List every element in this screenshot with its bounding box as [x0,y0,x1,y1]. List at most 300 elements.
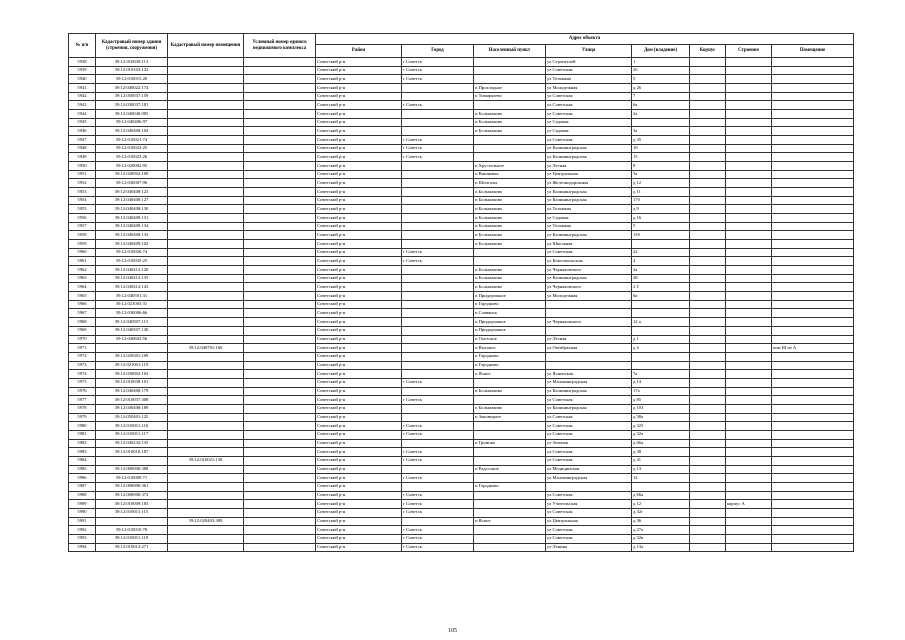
cell-settlement [474,396,546,405]
cell-room [772,448,854,457]
cell-house [632,352,690,361]
cell-conditional-number [244,75,316,84]
cell-building [690,144,726,153]
cell-street: ул Калининградская [546,231,632,240]
cell-district: Советский р-н [316,370,402,379]
cell-conditional-number [244,370,316,379]
cell-room [772,110,854,119]
cell-cadastral-building: 39:12:040602:56 [96,335,168,344]
cell-cadastral-room [168,170,244,179]
table-row [69,387,854,396]
cell-building [690,75,726,84]
cell-conditional-number [244,153,316,162]
cell-settlement [474,430,546,439]
cell-district: Советский р-н [316,214,402,223]
cell-cadastral-room [168,266,244,275]
cell-district: Советский р-н [316,352,402,361]
cell-house: 7а [632,370,690,379]
cell-cadastral-building: 39:12:030007:96 [96,179,168,188]
cell-cadastral-building: 39:12:010011:115 [96,508,168,517]
cell-house: 2 Г [632,283,690,292]
cell-cadastral-room [168,92,244,101]
cell-city [402,214,474,223]
cell-street: ул Лесная [546,335,632,344]
cell-num: 5938 [69,58,96,67]
cell-district: Советский р-н [316,474,402,483]
cell-num: 5977 [69,396,96,405]
cell-settlement: п Городково [474,482,546,491]
cell-cadastral-building: 39:12:040408:123 [96,188,168,197]
table-row [69,118,854,127]
cell-building [690,352,726,361]
cell-building [690,439,726,448]
cell-district: Советский р-н [316,318,402,327]
cell-house: 12 а [632,318,690,327]
cell-house: 7 [632,92,690,101]
cell-settlement: п Громово [474,439,546,448]
cell-house [632,309,690,318]
cell-city [402,482,474,491]
cell-house: д 38а [632,413,690,422]
cell-room [772,326,854,335]
cell-cadastral-room [168,58,244,67]
cell-house [632,240,690,249]
cell-structure [726,179,772,188]
cell-house: 10 [632,144,690,153]
cell-city [402,222,474,231]
cell-room [772,543,854,552]
cell-structure [726,266,772,275]
cell-city [402,162,474,171]
cell-settlement [474,257,546,266]
cell-num: 5993 [69,534,96,543]
cell-cadastral-room [168,387,244,396]
table-row [69,534,854,543]
cell-settlement: п Придорожное [474,326,546,335]
cell-cadastral-building: 39:12:040412:143 [96,283,168,292]
cell-building [690,274,726,283]
cell-district: Советский р-н [316,205,402,214]
cell-structure [726,66,772,75]
cell-street: ул Советская [546,396,632,405]
cell-conditional-number [244,127,316,136]
cell-building [690,413,726,422]
cell-street: ул Советская [546,248,632,257]
cell-house: д 1 [632,335,690,344]
cell-district: Советский р-н [316,526,402,535]
cell-structure [726,292,772,301]
cell-num: 5974 [69,370,96,379]
cell-room [772,335,854,344]
cell-building [690,456,726,465]
cell-structure [726,127,772,136]
cell-room [772,66,854,75]
cell-structure [726,153,772,162]
cell-num: 5944 [69,110,96,119]
header-street: Улица [546,45,632,58]
cell-conditional-number [244,361,316,370]
cell-cadastral-room [168,274,244,283]
cell-room: пом III из А [772,344,854,353]
cell-conditional-number [244,92,316,101]
cell-cadastral-room [168,179,244,188]
cell-num: 5939 [69,66,96,75]
cell-num: 5978 [69,404,96,413]
table-row [69,300,854,309]
cell-structure [726,101,772,110]
cell-room [772,274,854,283]
cell-district: Советский р-н [316,84,402,93]
cell-city [402,517,474,526]
cell-num: 5940 [69,75,96,84]
table-row [69,465,854,474]
cell-room [772,214,854,223]
cell-num: 5952 [69,179,96,188]
cell-num: 5945 [69,118,96,127]
cell-city: г Советск [402,491,474,500]
cell-room [772,240,854,249]
table-row [69,266,854,275]
cell-cadastral-room [168,118,244,127]
table-row [69,543,854,552]
header-building: Корпус [690,45,726,58]
cell-conditional-number [244,257,316,266]
cell-cadastral-room [168,300,244,309]
cell-city [402,266,474,275]
cell-cadastral-room [168,335,244,344]
cell-structure [726,318,772,327]
table-row [69,283,854,292]
cell-city [402,300,474,309]
cell-room [772,517,854,526]
cell-cadastral-room [168,430,244,439]
cell-num: 5959 [69,240,96,249]
cell-settlement [474,456,546,465]
cell-conditional-number [244,378,316,387]
cell-conditional-number [244,222,316,231]
cell-conditional-number [244,318,316,327]
cell-cadastral-building: 39:12:020002:109 [96,170,168,179]
cell-district: Советский р-н [316,292,402,301]
cell-settlement [474,448,546,457]
cell-street: ул Зеленая [546,439,632,448]
cell-building [690,508,726,517]
cell-structure [726,439,772,448]
cell-cadastral-building: 39:12:030006:66 [96,309,168,318]
cell-building [690,283,726,292]
cell-cadastral-room [168,491,244,500]
cell-street: ул Тельмана [546,205,632,214]
cell-street: ул Калининградская [546,188,632,197]
cell-city: г Советск [402,422,474,431]
cell-district: Советский р-н [316,188,402,197]
cell-settlement: п Большаково [474,266,546,275]
cell-settlement [474,75,546,84]
cell-settlement: п Большаково [474,240,546,249]
cell-cadastral-building: 39:12:030002:103 [96,370,168,379]
cell-house [632,300,690,309]
cell-num: 5961 [69,257,96,266]
cell-settlement: п Заповедное [474,413,546,422]
cell-structure [726,84,772,93]
objects-table [68,33,854,552]
cell-cadastral-building: 39:12:010030:113 [96,58,168,67]
cell-structure [726,196,772,205]
cell-structure [726,370,772,379]
cell-settlement [474,378,546,387]
cell-street: ул Центральная [546,517,632,526]
table-row [69,144,854,153]
cell-room [772,58,854,67]
cell-structure [726,482,772,491]
cell-conditional-number [244,448,316,457]
cell-district: Советский р-н [316,110,402,119]
cell-house: д 12 [632,179,690,188]
cell-conditional-number [244,84,316,93]
cell-house: д 13а [632,543,690,552]
cell-district: Советский р-н [316,465,402,474]
cell-settlement [474,66,546,75]
cell-settlement: п Большаково [474,274,546,283]
cell-district: Советский р-н [316,422,402,431]
cell-conditional-number [244,482,316,491]
cell-num: 5982 [69,439,96,448]
cell-room [772,292,854,301]
table-row [69,526,854,535]
cell-settlement [474,422,546,431]
cell-building [690,300,726,309]
cell-district: Советский р-н [316,491,402,500]
cell-cadastral-room [168,422,244,431]
cell-settlement: п Большаково [474,404,546,413]
cell-cadastral-building: 39:12:040507:115 [96,318,168,327]
cell-house: 6а [632,292,690,301]
cell-cadastral-building: 39:12:040232:135 [96,439,168,448]
cell-district: Советский р-н [316,101,402,110]
cell-conditional-number [244,118,316,127]
cell-room [772,474,854,483]
cell-settlement: п Большаково [474,231,546,240]
cell-cadastral-building: 39:12:010011:119 [96,534,168,543]
table-row [69,370,854,379]
header-district: Район [316,45,402,58]
cell-district: Советский р-н [316,118,402,127]
cell-house: 12 [632,474,690,483]
cell-house: 5 [632,222,690,231]
cell-room [772,430,854,439]
cell-room [772,422,854,431]
cell-building [690,188,726,197]
cell-settlement: п Вишневка [474,170,546,179]
cell-num: 5985 [69,465,96,474]
cell-building [690,205,726,214]
cell-cadastral-building: 39:12:000000:361 [96,482,168,491]
cell-structure [726,222,772,231]
cell-settlement: п Городково [474,352,546,361]
cell-building [690,491,726,500]
cell-num: 5967 [69,309,96,318]
cell-cadastral-room [168,413,244,422]
cell-street: ул Садовая [546,214,632,223]
cell-street: ул Молодежная [546,292,632,301]
cell-house: д 35 [632,136,690,145]
table-row [69,430,854,439]
cell-num: 5966 [69,300,96,309]
cell-cadastral-room [168,474,244,483]
cell-cadastral-building: 39:12:010021:74 [96,136,168,145]
cell-house: д 12 [632,500,690,509]
cell-building [690,266,726,275]
cell-room [772,534,854,543]
cell-conditional-number [244,465,316,474]
cell-structure [726,257,772,266]
cell-structure [726,326,772,335]
cell-num: 5960 [69,248,96,257]
cell-structure [726,240,772,249]
table-row [69,188,854,197]
cell-cadastral-room [168,222,244,231]
cell-settlement: п Высокое [474,344,546,353]
table-row [69,456,854,465]
cell-conditional-number [244,196,316,205]
cell-district: Советский р-н [316,179,402,188]
cell-settlement: п Прохладное [474,84,546,93]
cell-conditional-number [244,274,316,283]
cell-building [690,422,726,431]
cell-num: 5991 [69,517,96,526]
cell-building [690,344,726,353]
cell-settlement: п Хрустальное [474,162,546,171]
cell-street: ул Советская [546,110,632,119]
cell-cadastral-room [168,543,244,552]
cell-house: 28 [632,274,690,283]
table-row [69,309,854,318]
cell-settlement [474,526,546,535]
cell-cadastral-room [168,482,244,491]
table-row [69,214,854,223]
cell-building [690,136,726,145]
cell-cadastral-room [168,188,244,197]
cell-street: ул Школьная [546,240,632,249]
header-conditional-number: Условный номер единого недвижимого комплекса [244,34,316,58]
cell-conditional-number [244,534,316,543]
table-row [69,205,854,214]
cell-building [690,162,726,171]
cell-cadastral-room [168,214,244,223]
cell-cadastral-building: 39:12:050037:159 [96,92,168,101]
cell-cadastral-room [168,465,244,474]
cell-room [772,248,854,257]
cell-district: Советский р-н [316,274,402,283]
cell-cadastral-building: 39:12:040408:189 [96,404,168,413]
cell-city: г Советск [402,136,474,145]
cell-conditional-number [244,248,316,257]
cell-building [690,404,726,413]
cell-settlement: п Ясное [474,370,546,379]
cell-city [402,205,474,214]
cell-house [632,482,690,491]
header-settlement: Населенный пункт [474,45,546,58]
cell-cadastral-room [168,448,244,457]
cell-room [772,387,854,396]
cell-conditional-number [244,101,316,110]
table-row [69,326,854,335]
cell-cadastral-building: 39:12:021003:31 [96,300,168,309]
cell-structure [726,118,772,127]
cell-room [772,84,854,93]
table-row [69,378,854,387]
cell-room [772,101,854,110]
header-house: Дом (владение) [632,45,690,58]
header-city: Город [402,45,474,58]
cell-num: 5955 [69,205,96,214]
cell-settlement [474,144,546,153]
cell-city [402,240,474,249]
cell-house: д 32в [632,534,690,543]
table-row [69,196,854,205]
cell-conditional-number [244,422,316,431]
cell-street: ул Советская [546,422,632,431]
cell-cadastral-building [96,456,168,465]
cell-cadastral-building: 39:12:010012:271 [96,543,168,552]
cell-house: 13б [632,231,690,240]
cell-settlement: п Большаково [474,222,546,231]
cell-house: 1 [632,58,690,67]
cell-room [772,370,854,379]
cell-building [690,309,726,318]
cell-street: ул Лесная [546,162,632,171]
cell-conditional-number [244,66,316,75]
cell-structure [726,162,772,171]
cell-num: 5949 [69,153,96,162]
cell-structure [726,352,772,361]
cell-structure: корпус А [726,500,772,509]
cell-cadastral-building: 39:12:040408:131 [96,214,168,223]
cell-num: 5942 [69,92,96,101]
cell-room [772,127,854,136]
cell-cadastral-building: 39:12:010011:116 [96,422,168,431]
cell-num: 5983 [69,448,96,457]
cell-num: 5984 [69,456,96,465]
cell-house: д 32а [632,430,690,439]
cell-structure [726,396,772,405]
cell-cadastral-building: 39:12:010023:26 [96,153,168,162]
cell-building [690,474,726,483]
cell-conditional-number [244,335,316,344]
cell-structure [726,92,772,101]
cell-structure [726,474,772,483]
cell-room [772,188,854,197]
cell-city: г Советск [402,378,474,387]
table-row [69,240,854,249]
cell-street: ул Советская [546,136,632,145]
cell-street: ул Советская [546,430,632,439]
cell-settlement: п Большаково [474,283,546,292]
cell-cadastral-room [168,196,244,205]
cell-structure [726,274,772,283]
cell-city [402,127,474,136]
cell-cadastral-room [168,110,244,119]
cell-district: Советский р-н [316,240,402,249]
cell-num: 5994 [69,543,96,552]
cell-cadastral-building: 39:12:040022:174 [96,84,168,93]
cell-building [690,66,726,75]
cell-street: ул Советская [546,101,632,110]
cell-room [772,456,854,465]
cell-district: Советский р-н [316,75,402,84]
cell-conditional-number [244,266,316,275]
cell-cadastral-room [168,326,244,335]
